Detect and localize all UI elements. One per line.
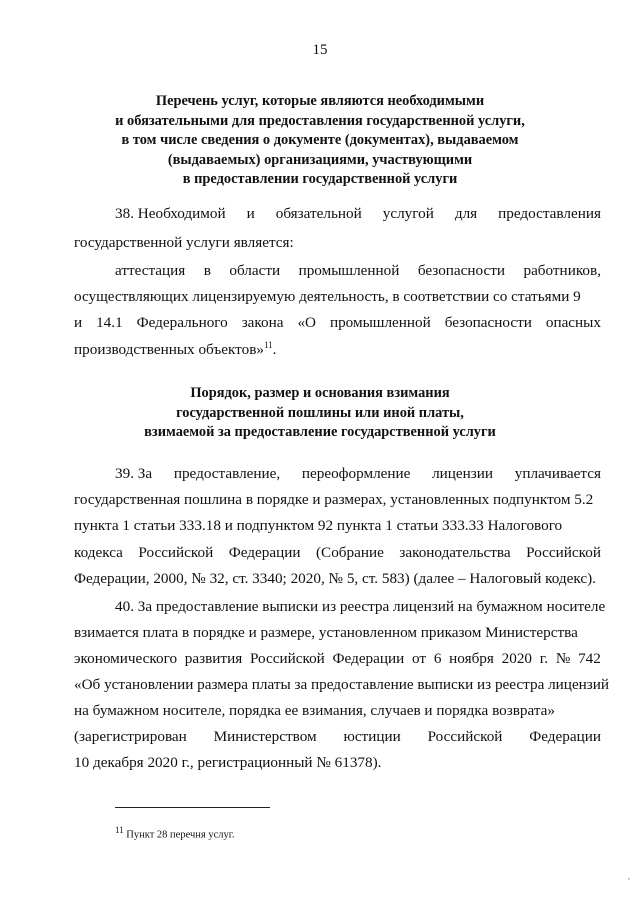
paragraph-39-line-2: государственная пошлина в порядке и размерах, установленных подпунктом 5.2 (74, 491, 594, 508)
paragraph-39-line-3: пункта 1 статьи 333.18 и подпунктом 92 пункта 1 статьи 333.33 Налогового (74, 517, 563, 534)
paragraph-40-line-1: 40. За предоставление выписки из реестра лицензий на бумажном носителе (115, 598, 606, 615)
heading-line: Перечень услуг, которые являются необходимыми (155, 93, 485, 109)
paragraph-38-line-1: 38. Необходимой и обязательной услугой для предоставления (115, 205, 601, 222)
section-heading-services-list (60, 92, 580, 190)
paragraph-38b-line-3: и 14.1 Федерального закона «О промышленной безопасности опасных (74, 314, 601, 331)
section-heading-fee (60, 384, 580, 443)
paragraph-39-line-5: Федерации, 2000, № 32, ст. 3340; 2020, № 5, ст. 583) (далее – Налоговый кодекс). (74, 570, 596, 587)
paragraph-40-line-3: экономического развития Российской Федерации от 6 ноября 2020 г. № 742 (74, 650, 601, 667)
paragraph-40-line-7: 10 декабря 2020 г., регистрационный № 61378). (74, 754, 382, 771)
paragraph-38b-line-1: аттестация в области промышленной безопасности работников, (115, 262, 601, 279)
paragraph-40-line-5: на бумажном носителе, порядка ее взимания, случаев и порядка возврата» (74, 702, 555, 719)
paragraph-39-line-4: кодекса Российской Федерации (Собрание законодательства Российской (74, 544, 601, 561)
footnote (115, 825, 234, 841)
heading-line: Порядок, размер и основания взимания (190, 385, 450, 401)
footnote-text: Пункт 28 перечня услуг. (123, 829, 235, 841)
heading-line: в предоставлении государственной услуги (182, 171, 458, 187)
paragraph-40-line-4: «Об установлении размера платы за предоставление выписки из реестра лицензий (74, 676, 610, 693)
footnote-reference: 11 (263, 340, 273, 350)
heading-line: и обязательными для предоставления государственной услуги, (115, 112, 525, 129)
heading-line: в том числе сведения о документе (документах), выдаваемом (121, 132, 519, 148)
margin-mark: , (628, 872, 630, 881)
paragraph-38b-line-2: осуществляющих лицензируемую деятельность, в соответствии со статьями 9 (74, 288, 581, 305)
footnote-number: 11 (115, 825, 124, 835)
heading-line: взимаемой за предоставление государственной услуги (144, 424, 496, 440)
heading-line: (выдаваемых) организациями, участвующими (167, 151, 473, 168)
paragraph-38b-line-4: производственных объектов»$^{11}$. (74, 340, 277, 359)
paragraph-39-line-1: 39. За предоставление, переоформление лицензии уплачивается (115, 465, 601, 482)
paragraph-40-line-6: (зарегистрирован Министерством юстиции Российской Федерации (74, 728, 601, 745)
paragraph-40-line-2: взимается плата в порядке и размере, установленном приказом Министерства (74, 624, 578, 641)
paragraph-38-line-2: государственной услуги является: (74, 234, 294, 251)
footnote-separator (115, 807, 270, 808)
page-number: 15 (312, 42, 328, 58)
heading-line: государственной пошлины или иной платы, (176, 404, 464, 421)
